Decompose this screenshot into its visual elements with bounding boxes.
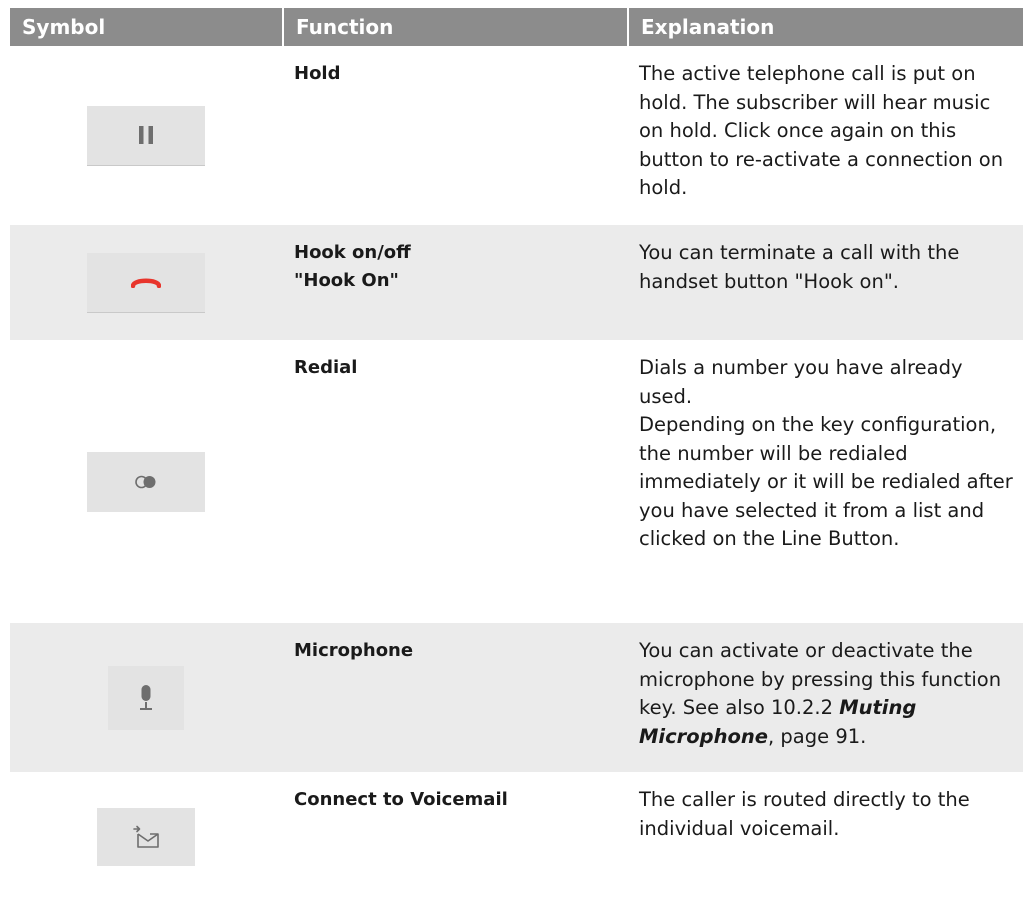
muting-microphone-link[interactable]: Muting Microphone (639, 696, 917, 748)
table-row-hook (10, 225, 1023, 340)
function-label: Redial (294, 357, 358, 378)
symbol-cell (10, 623, 282, 772)
table-row-voicemail (10, 772, 1023, 901)
table-row-microphone (10, 623, 1023, 772)
hold-button[interactable] (87, 106, 205, 166)
symbol-cell (10, 772, 282, 901)
symbol-cell (10, 225, 282, 340)
header-symbol: Symbol (22, 15, 106, 39)
function-label: Hold (294, 63, 341, 84)
explanation-cell (627, 623, 1023, 772)
hook-on-button[interactable] (87, 253, 205, 313)
function-cell (282, 225, 627, 340)
function-cell (282, 772, 627, 901)
explanation-cell (627, 340, 1023, 623)
connect-voicemail-button[interactable] (97, 808, 195, 866)
function-cell (282, 623, 627, 772)
pause-icon (138, 126, 154, 144)
redial-icon (134, 475, 158, 489)
hang-up-handset-icon (131, 276, 161, 288)
symbol-cell (10, 46, 282, 225)
function-label: Hook on/off (294, 242, 411, 263)
table-row-hold (10, 46, 1023, 225)
function-sublabel: "Hook On" (294, 270, 399, 291)
function-cell (282, 340, 627, 623)
voicemail-forward-icon (132, 825, 160, 849)
function-label: Connect to Voicemail (294, 789, 508, 810)
redial-button[interactable] (87, 452, 205, 512)
explanation-text: You can activate or deactivate the microphone by pressing this function key. See also 10.2.2 (639, 639, 1002, 719)
table-row-redial (10, 340, 1023, 623)
microphone-icon (138, 685, 154, 711)
explanation-line: Dials a number you have already used. (639, 356, 963, 408)
explanation-cell: The caller is routed directly to the individual voicemail. (639, 788, 970, 840)
symbol-cell (10, 340, 282, 623)
header-explanation: Explanation (627, 8, 1023, 46)
function-label: Microphone (294, 640, 414, 661)
explanation-cell: You can terminate a call with the handset button "Hook on". (639, 241, 960, 293)
table-header (10, 8, 1023, 46)
explanation-line: Depending on the key configuration, the number will be redialed immediately or it will be redialed after you have selected it from a list and clicked on the Line Button. (639, 413, 1013, 550)
microphone-button[interactable] (108, 666, 184, 730)
function-cell (282, 46, 627, 225)
functions-table (10, 8, 1023, 901)
explanation-cell: The active telephone call is put on hold. The subscriber will hear music on hold. Click once again on this button to re-activate a connection on hold. (639, 62, 1004, 199)
header-function: Function (282, 8, 627, 46)
explanation-text: , page 91. (768, 724, 867, 748)
